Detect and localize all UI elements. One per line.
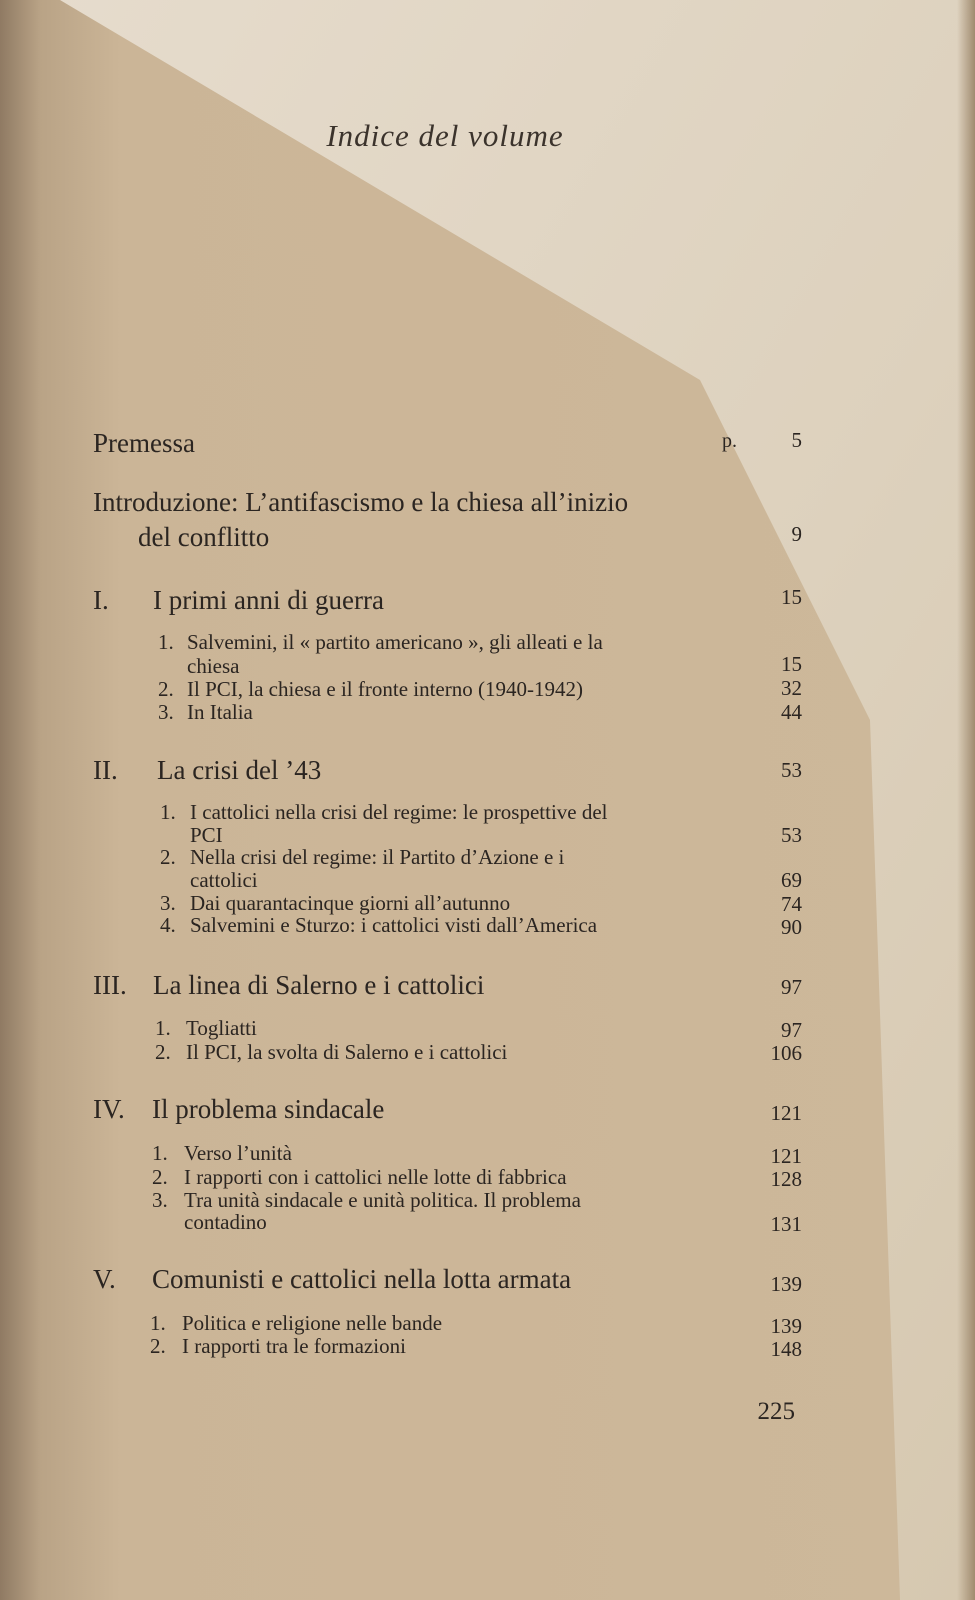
section-title: I rapporti tra le formazioni — [182, 1334, 406, 1358]
section-title: Politica e religione nelle bande — [182, 1311, 443, 1335]
section-number: 3. — [158, 700, 174, 724]
section-number: 4. — [160, 913, 176, 937]
toc-premessa-page: 5 — [791, 428, 802, 452]
section-page: 15 — [781, 652, 802, 676]
section-page: 32 — [781, 676, 802, 700]
section-title-cont: contadino — [184, 1210, 267, 1234]
section-title: I rapporti con i cattolici nelle lotte di fabbrica — [184, 1165, 567, 1189]
toc-introduzione-line2: del conflitto — [138, 522, 270, 552]
section-number: 1. — [160, 800, 176, 824]
page-number: 225 — [757, 1398, 795, 1425]
section-number: 1. — [150, 1311, 166, 1335]
chapter-title: Il problema sindacale — [152, 1094, 385, 1124]
toc-page-prefix: p. — [722, 430, 737, 452]
section-title-cont: PCI — [190, 823, 223, 847]
section-page: 90 — [781, 915, 802, 939]
section-title: Togliatti — [186, 1016, 257, 1040]
section-title: Salvemini, il « partito americano », gli alleati e la — [187, 630, 603, 654]
section-number: 1. — [155, 1016, 171, 1040]
section-number: 2. — [152, 1165, 168, 1189]
section-title: Salvemini e Sturzo: i cattolici visti dall’America — [190, 913, 598, 937]
section-page: 148 — [770, 1337, 802, 1361]
section-title: Dai quarantacinque giorni all’autunno — [190, 891, 511, 915]
chapter-numeral: IV. — [93, 1094, 125, 1124]
section-title-cont: chiesa — [187, 654, 240, 678]
section-number: 2. — [160, 845, 176, 869]
section-page: 128 — [770, 1167, 802, 1191]
section-page: 53 — [781, 823, 802, 847]
section-title: Tra unità sindacale e unità politica. Il problema — [184, 1188, 581, 1212]
section-number: 3. — [160, 891, 176, 915]
chapter-numeral: V. — [93, 1264, 116, 1294]
section-page: 139 — [770, 1314, 802, 1338]
section-page: 74 — [781, 892, 802, 916]
section-page: 131 — [770, 1212, 802, 1236]
section-page: 106 — [770, 1041, 802, 1065]
chapter-numeral: III. — [93, 970, 127, 1000]
chapter-title: I primi anni di guerra — [153, 585, 384, 615]
section-title-cont: cattolici — [190, 868, 258, 892]
section-page: 44 — [781, 700, 802, 724]
chapter-title: La linea di Salerno e i cattolici — [153, 970, 485, 1000]
toc-introduzione-line1: Introduzione: L’antifascismo e la chiesa all’inizio — [93, 487, 629, 517]
section-number: 2. — [158, 677, 174, 701]
section-title: I cattolici nella crisi del regime: le prospettive del — [190, 800, 608, 824]
section-title: Il PCI, la svolta di Salerno e i cattolici — [186, 1040, 508, 1064]
section-number: 2. — [150, 1334, 166, 1358]
chapter-numeral: II. — [93, 755, 118, 785]
chapter-page: 121 — [770, 1101, 802, 1125]
section-title: Nella crisi del regime: il Partito d’Azione e i — [190, 845, 565, 869]
chapter-title: Comunisti e cattolici nella lotta armata — [152, 1264, 572, 1294]
toc-introduzione-page: 9 — [791, 522, 802, 546]
section-title: Verso l’unità — [184, 1141, 292, 1165]
chapter-title: La crisi del ’43 — [157, 755, 322, 785]
section-title: In Italia — [187, 700, 253, 724]
section-page: 69 — [781, 868, 802, 892]
section-page: 121 — [770, 1144, 802, 1168]
section-number: 3. — [152, 1188, 168, 1212]
section-number: 1. — [152, 1141, 168, 1165]
section-page: 97 — [781, 1018, 802, 1042]
chapter-numeral: I. — [93, 585, 109, 615]
chapter-page: 15 — [781, 585, 802, 609]
toc-premessa-label: Premessa — [93, 428, 195, 458]
section-number: 2. — [155, 1040, 171, 1064]
chapter-page: 97 — [781, 975, 802, 999]
page-title: Indice del volume — [326, 118, 564, 153]
chapter-page: 139 — [770, 1272, 802, 1296]
section-number: 1. — [158, 630, 174, 654]
chapter-page: 53 — [781, 758, 802, 782]
section-title: Il PCI, la chiesa e il fronte interno (1940-1942) — [187, 677, 583, 701]
